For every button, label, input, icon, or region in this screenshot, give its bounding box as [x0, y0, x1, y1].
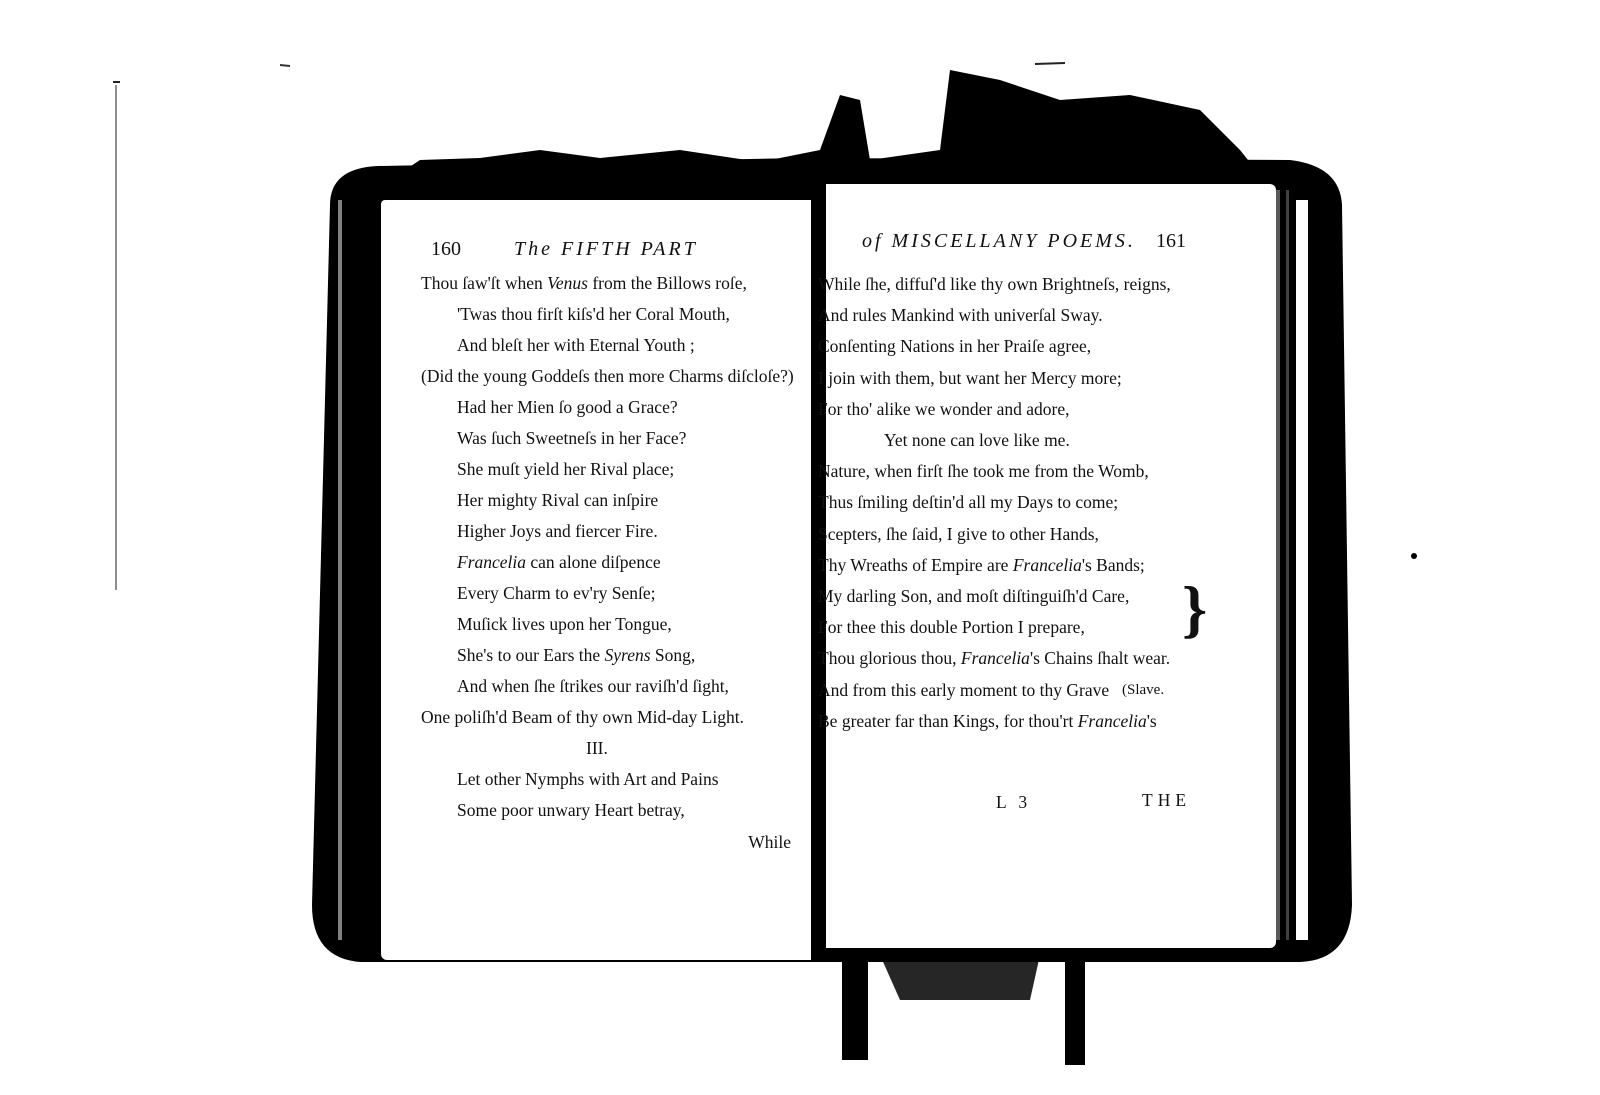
- verse-line: [818, 336, 1091, 356]
- text-run: Was ſuch Sweetneſs in her Face?: [457, 428, 687, 448]
- text-run: And bleſt her with Eternal Youth ;: [457, 335, 695, 355]
- text-run: Conſenting Nations in her Praiſe agree,: [818, 336, 1092, 357]
- verse-line: [818, 492, 1118, 512]
- text-run: And rules Mankind with univerſal Sway.: [818, 305, 1103, 326]
- text-run: (Did the young Goddeſs then more Charms diſcloſe?): [421, 366, 794, 386]
- verse-line: [818, 617, 1085, 637]
- text-run: For thee this double Portion I prepare,: [818, 617, 1085, 638]
- italic-text: Francelia: [1012, 554, 1082, 575]
- verse-line: [586, 738, 608, 758]
- text-run: 's: [1146, 710, 1157, 731]
- text-run: Every Charm to ev'ry Senſe;: [457, 583, 656, 603]
- triplet-brace: }: [1182, 573, 1208, 644]
- verse-line: [818, 274, 1171, 294]
- text-run: Muſick lives upon her Tongue,: [457, 614, 672, 634]
- verse-line: [818, 368, 1122, 388]
- italic-text: Venus: [547, 273, 588, 293]
- text-run: 's Chains ſhalt wear.: [1029, 648, 1171, 669]
- verse-line: [818, 711, 1157, 731]
- verse-line: [818, 680, 1109, 700]
- verse-line: [818, 555, 1145, 575]
- verse-line: [457, 614, 672, 634]
- text-run: Scepters, ſhe ſaid, I give to other Hands,: [818, 523, 1099, 544]
- running-head: of MISCELLANY POEMS.: [862, 230, 1136, 252]
- verse-line: [818, 648, 1170, 668]
- catchword: While: [748, 832, 791, 852]
- text-run: I join with them, but want her Mercy more;: [818, 367, 1122, 388]
- verse-line: [818, 461, 1149, 481]
- verse-line: [421, 707, 744, 727]
- right-page: [818, 184, 1276, 948]
- text-run: Her mighty Rival can inſpire: [457, 490, 659, 510]
- italic-text: Francelia: [960, 648, 1030, 669]
- verse-line: [818, 524, 1099, 544]
- text-run: from the Billows roſe,: [587, 273, 747, 293]
- text-run: For tho' alike we wonder and adore,: [818, 398, 1070, 419]
- italic-text: Francelia: [457, 552, 527, 572]
- catchword: THE: [1142, 790, 1192, 810]
- verse-line: [818, 399, 1069, 419]
- text-run: She muſt yield her Rival place;: [457, 459, 675, 479]
- italic-text: Syrens: [604, 645, 651, 665]
- text-run: Thy Wreaths of Empire are: [818, 554, 1013, 575]
- text-run: Thou glorious thou,: [818, 648, 961, 669]
- verse-line: [457, 428, 686, 448]
- verse-line: [457, 335, 695, 355]
- turnover-word: (Slave.: [1122, 682, 1165, 698]
- verse-line: [421, 273, 747, 293]
- verse-line: [818, 305, 1103, 325]
- text-run: And from this early moment to thy Grave: [818, 679, 1110, 700]
- verse-line: [421, 366, 794, 386]
- verse-line: [457, 490, 658, 510]
- text-run: She's to our Ears the: [457, 645, 605, 665]
- verse-line: [457, 459, 674, 479]
- text-run: And when ſhe ſtrikes our raviſh'd ſight,: [457, 676, 729, 696]
- text-run: Song,: [650, 645, 696, 665]
- verse-line: [457, 769, 719, 789]
- page-number: 161: [1156, 230, 1186, 252]
- text-run: Some poor unwary Heart betray,: [457, 800, 685, 820]
- verse-line: [457, 552, 661, 572]
- verse-line: [818, 586, 1129, 606]
- verse-line: [457, 800, 685, 820]
- text-run: Let other Nymphs with Art and Pains: [457, 769, 719, 789]
- text-run: 's Bands;: [1081, 554, 1145, 575]
- verse-line: [457, 583, 656, 603]
- text-run: One poliſh'd Beam of thy own Mid-day Light.: [421, 707, 744, 727]
- running-head: The FIFTH PART: [514, 238, 698, 260]
- text-run: Higher Joys and fiercer Fire.: [457, 521, 658, 541]
- text-run: Nature, when firſt ſhe took me from the Womb,: [818, 461, 1149, 482]
- italic-text: Francelia: [1077, 710, 1147, 731]
- text-run: Yet none can love like me.: [884, 430, 1070, 450]
- verse-line: [457, 645, 695, 665]
- text-run: can alone diſpence: [526, 552, 661, 572]
- text-run: 'Twas thou firſt kiſs'd her Coral Mouth,: [457, 304, 730, 324]
- verse-line: [457, 304, 730, 324]
- left-page: [381, 200, 811, 960]
- text-run: While ſhe, diffuſ'd like thy own Brightneſs, reigns,: [818, 274, 1171, 294]
- verse-line: [457, 676, 729, 696]
- text-run: My darling Son, and moſt diſtinguiſh'd Care,: [818, 586, 1130, 606]
- text-run: III.: [586, 738, 608, 758]
- text-run: Thou ſaw'ſt when: [421, 273, 548, 293]
- text-run: Thus ſmiling deſtin'd all my Days to come;: [818, 492, 1119, 513]
- verse-line: [884, 430, 1070, 450]
- verse-line: [457, 397, 678, 417]
- verse-line: [457, 521, 658, 541]
- text-run: Had her Mien ſo good a Grace?: [457, 397, 678, 417]
- page-number: 160: [431, 238, 461, 260]
- text-run: Be greater far than Kings, for thou'rt: [818, 710, 1078, 731]
- signature-mark: L 3: [996, 792, 1032, 812]
